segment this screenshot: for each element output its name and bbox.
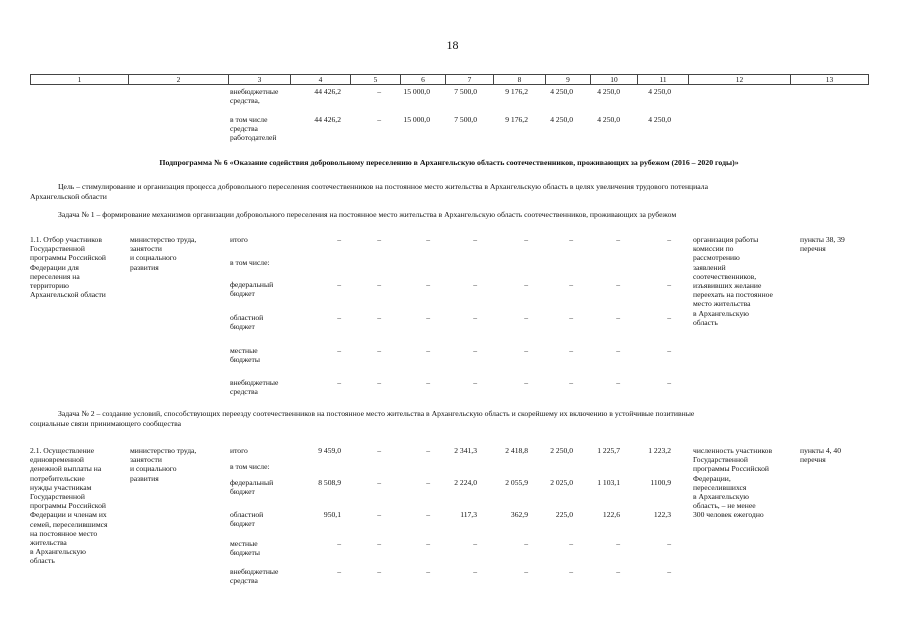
section-1-value: –: [616, 280, 620, 289]
section-2-row-label: итого: [230, 446, 248, 455]
subprogram-title: Подпрограмма № 6 «Оказание содействия добровольному переселению в Архангельскую область соотечественников, проживающих за рубежом (2016 – 2020 годы)»: [159, 158, 739, 167]
section-2-value: 1 103,1: [597, 478, 620, 487]
header-col-8: 8: [494, 75, 546, 84]
section-1-value: –: [426, 313, 430, 322]
funding-value: 15 000,0: [403, 87, 430, 96]
section-2-row-label: местные бюджеты: [230, 539, 260, 558]
section-2-value: –: [426, 567, 430, 576]
funding-source-label: в том числе средства работодателей: [230, 115, 277, 143]
section-1-value: –: [473, 313, 477, 322]
section-2-value: –: [524, 539, 528, 548]
section-1-value: –: [569, 280, 573, 289]
funding-value: 15 000,0: [403, 115, 430, 124]
section-2-value: 117,3: [460, 510, 477, 519]
funding-value: 7 500,0: [454, 115, 477, 124]
section-1-executor: министерство труда, занятости и социального развития: [130, 235, 197, 272]
page-number: 18: [446, 38, 459, 52]
section-2-value: 1 223,2: [648, 446, 671, 455]
section-1-measure: 1.1. Отбор участников Государственной программы Российской Федерации для переселения на территорию Архангельской области: [30, 235, 106, 300]
section-2-value: 950,1: [323, 510, 341, 519]
section-1-value: –: [377, 346, 381, 355]
section-1-value: –: [569, 313, 573, 322]
funding-value: 9 176,2: [505, 115, 528, 124]
funding-value: 44 426,2: [314, 115, 341, 124]
section-2-result: численность участников Государственной программы Российской Федерации, переселившихся в Архангельскую область, – не менее 300 человек ежегодно: [693, 446, 773, 520]
section-2-value: 1100,9: [650, 478, 671, 487]
header-col-9: 9: [546, 75, 591, 84]
section-1-row-label: в том числе:: [230, 258, 270, 267]
section-1-value: –: [524, 280, 528, 289]
header-col-3: 3: [229, 75, 291, 84]
section-2-value: –: [377, 446, 381, 455]
section-1-value: –: [426, 346, 430, 355]
funding-value: 9 176,2: [505, 87, 528, 96]
section-1-value: –: [473, 378, 477, 387]
section-1-value: –: [616, 346, 620, 355]
goal-text: Цель – стимулирование и организация процесса добровольного переселения соотечественников на постоянное место жительства в Архангельскую область в целях увеличения трудового потенциала Архангельской области: [30, 182, 709, 201]
section-2-value: –: [667, 539, 671, 548]
section-2-value: 225,0: [555, 510, 573, 519]
funding-value: 44 426,2: [314, 87, 341, 96]
section-2-value: 2 025,0: [550, 478, 573, 487]
section-2-value: 1 225,7: [597, 446, 620, 455]
section-2-value: –: [337, 539, 341, 548]
section-1-value: –: [337, 313, 341, 322]
section-1-row-label: итого: [230, 235, 248, 244]
section-2-value: –: [616, 567, 620, 576]
section-1-value: –: [473, 346, 477, 355]
funding-value: 4 250,0: [648, 87, 671, 96]
section-2-value: –: [667, 567, 671, 576]
section-1-value: –: [667, 280, 671, 289]
header-col-11: 11: [638, 75, 689, 84]
task-1-text: Задача № 1 – формирование механизмов организации добровольного переселения на постоянное место жительства в Архангельскую область соотечественников, проживающих за рубежом: [58, 210, 677, 219]
section-2-measure: 2.1. Осуществление единовременной денежной выплаты на потребительские нужды участникам Государственной программы Российской Федерации и членам их семей, переселившимся на постоянное место жительства в Архангельскую область: [30, 446, 108, 566]
section-1-value: –: [524, 313, 528, 322]
section-2-value: 2 224,0: [454, 478, 477, 487]
section-1-value: –: [667, 346, 671, 355]
section-2-value: –: [426, 539, 430, 548]
section-2-value: –: [426, 478, 430, 487]
header-col-4: 4: [291, 75, 351, 84]
funding-value: 7 500,0: [454, 87, 477, 96]
section-2-row-label: в том числе:: [230, 462, 270, 471]
funding-value: 4 250,0: [597, 87, 620, 96]
section-1-row-label: местные бюджеты: [230, 346, 260, 365]
section-2-value: 8 508,9: [318, 478, 341, 487]
section-2-value: 9 459,0: [318, 446, 341, 455]
section-1-value: –: [616, 235, 620, 244]
section-1-value: –: [616, 378, 620, 387]
header-col-2: 2: [129, 75, 229, 84]
section-1-value: –: [377, 378, 381, 387]
section-2-value: –: [569, 567, 573, 576]
section-2-row-label: внебюджетные средства: [230, 567, 279, 586]
header-col-1: 1: [31, 75, 129, 84]
section-1-value: –: [337, 280, 341, 289]
section-2-value: –: [473, 539, 477, 548]
section-1-value: –: [377, 313, 381, 322]
section-2-value: –: [524, 567, 528, 576]
section-1-reference: пункты 38, 39 перечня: [800, 235, 845, 254]
section-1-value: –: [337, 378, 341, 387]
section-1-value: –: [426, 235, 430, 244]
section-1-value: –: [524, 346, 528, 355]
section-2-value: –: [377, 478, 381, 487]
section-1-value: –: [337, 346, 341, 355]
section-2-row-label: областной бюджет: [230, 510, 264, 529]
section-1-value: –: [337, 235, 341, 244]
section-2-value: 2 341,3: [454, 446, 477, 455]
section-2-value: –: [377, 510, 381, 519]
section-2-value: –: [569, 539, 573, 548]
section-2-value: –: [473, 567, 477, 576]
section-2-row-label: федеральный бюджет: [230, 478, 274, 497]
section-1-value: –: [377, 280, 381, 289]
header-col-7: 7: [446, 75, 494, 84]
section-2-value: –: [426, 446, 430, 455]
section-2-executor: министерство труда, занятости и социального развития: [130, 446, 197, 483]
section-1-row-label: внебюджетные средства: [230, 378, 279, 397]
header-col-5: 5: [351, 75, 401, 84]
funding-value: 4 250,0: [648, 115, 671, 124]
section-1-value: –: [616, 313, 620, 322]
section-1-row-label: областной бюджет: [230, 313, 264, 332]
section-1-value: –: [569, 235, 573, 244]
section-1-value: –: [524, 235, 528, 244]
section-2-value: 2 055,9: [505, 478, 528, 487]
section-1-value: –: [524, 378, 528, 387]
funding-value: –: [377, 87, 381, 96]
task-2-text: Задача № 2 – создание условий, способствующих переезду соотечественников на постоянное место жительства в Архангельскую область и скорейшему их включению в устойчивые позитивные социальные связи принимающего сообщества: [30, 409, 695, 428]
section-2-value: –: [337, 567, 341, 576]
section-2-value: 2 418,8: [505, 446, 528, 455]
section-1-value: –: [426, 280, 430, 289]
section-2-value: 122,6: [602, 510, 620, 519]
funding-value: 4 250,0: [550, 87, 573, 96]
funding-value: –: [377, 115, 381, 124]
section-2-reference: пункты 4, 40 перечня: [800, 446, 842, 465]
header-col-10: 10: [591, 75, 638, 84]
column-number-header: [30, 74, 869, 85]
section-1-value: –: [569, 346, 573, 355]
section-2-value: –: [616, 539, 620, 548]
section-2-value: 362,9: [510, 510, 528, 519]
section-1-value: –: [473, 235, 477, 244]
section-1-value: –: [667, 313, 671, 322]
section-1-value: –: [473, 280, 477, 289]
funding-value: 4 250,0: [550, 115, 573, 124]
section-2-value: –: [377, 539, 381, 548]
header-col-13: 13: [791, 75, 869, 84]
section-1-result: организация работы комиссии по рассмотрению заявлений соотечественников, изъявивших желание переехать на постоянное место жительства в Архангельскую область: [693, 235, 773, 327]
section-2-value: 122,3: [653, 510, 671, 519]
section-1-value: –: [426, 378, 430, 387]
section-1-value: –: [667, 235, 671, 244]
funding-value: 4 250,0: [597, 115, 620, 124]
header-col-12: 12: [689, 75, 791, 84]
section-1-value: –: [569, 378, 573, 387]
section-1-value: –: [667, 378, 671, 387]
section-1-row-label: федеральный бюджет: [230, 280, 274, 299]
section-1-value: –: [377, 235, 381, 244]
section-2-value: 2 250,0: [550, 446, 573, 455]
funding-source-label: внебюджетные средства,: [230, 87, 279, 106]
section-2-value: –: [377, 567, 381, 576]
header-col-6: 6: [401, 75, 446, 84]
section-2-value: –: [426, 510, 430, 519]
